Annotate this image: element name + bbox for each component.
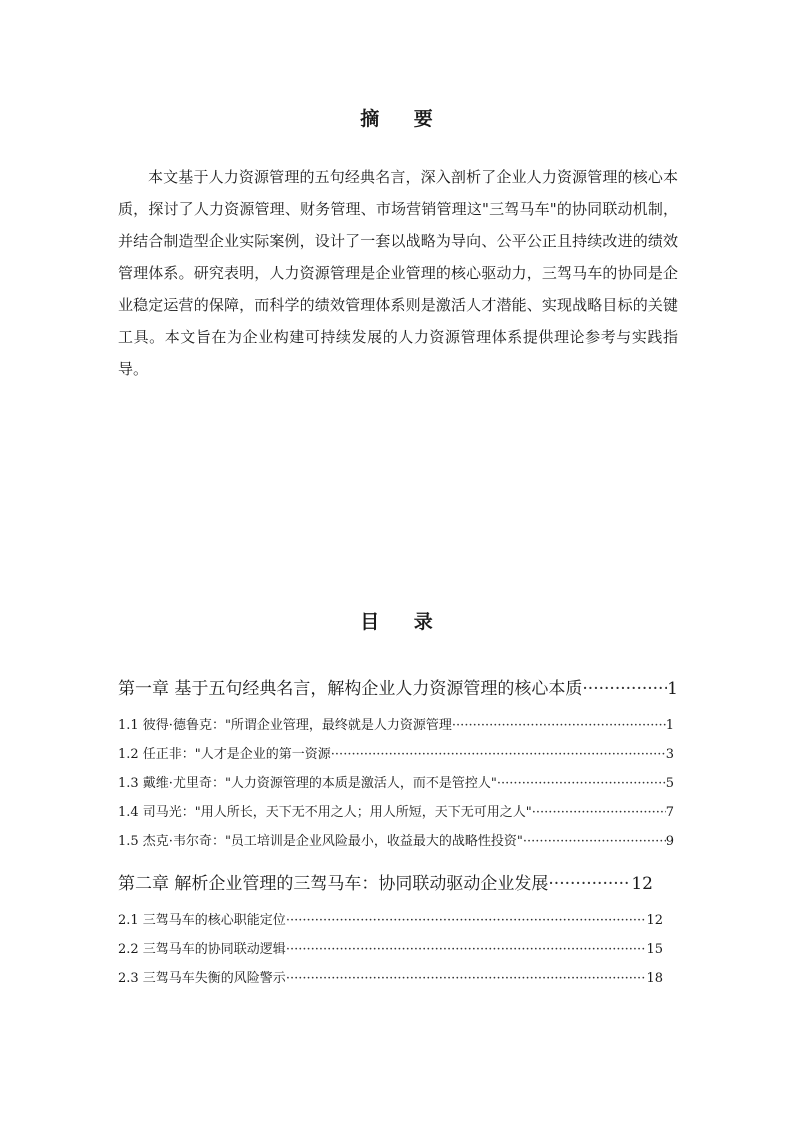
toc-leader-dots (523, 834, 666, 849)
toc-chapter-1[interactable] (118, 674, 678, 699)
toc-page-number: 1 (667, 679, 678, 699)
abstract-body: 本文基于人力资源管理的五句经典名言，深入剖析了企业人力资源管理的核心本质，探讨了人力资源管理、财务管理、市场营销管理这"三驾马车"的协同联动机制，并结合制造型企业实际案例，设计了一套以战略为导向、公平公正且持续改进的绩效管理体系。研究表明，人力资源管理是企业管理的核心驱动力，三驾马车的协同是企业稳定运营的保障，而科学的绩效管理体系则是激活人才潜能、实现战略目标的关键工具。本文旨在为企业构建可持续发展的人力资源管理体系提供理论参考与实践指导。 (118, 168, 678, 378)
toc-section-1-3[interactable] (118, 772, 674, 791)
toc-page-number: 18 (646, 971, 663, 986)
toc-page-number: 1 (665, 718, 674, 733)
toc-page-number: 7 (665, 805, 674, 820)
toc-section-1-1[interactable] (118, 714, 674, 733)
toc-leader-dots (452, 718, 666, 733)
toc-section-2-3[interactable] (118, 967, 663, 986)
toc-leader-dots (331, 747, 666, 762)
toc-section-1-4[interactable] (118, 801, 674, 820)
toc-leader-dots (532, 805, 666, 820)
toc-section-title: 2.1 三驾马车的核心职能定位 (118, 913, 286, 928)
toc-section-1-5[interactable] (118, 830, 674, 849)
toc-page-number: 12 (646, 913, 663, 928)
toc-page-number: 12 (631, 874, 653, 894)
toc-title: 目 录 (360, 611, 447, 633)
toc-section-title: 1.1 彼得·德鲁克："所谓企业管理，最终就是人力资源管理 (118, 718, 452, 733)
toc-leader-dots (286, 942, 647, 957)
toc-section-1-2[interactable] (118, 743, 674, 762)
toc-section-title: 1.3 戴维·尤里奇："人力资源管理的本质是激活人，而不是管控人" (118, 776, 497, 791)
toc-page-number: 5 (665, 776, 674, 791)
toc-section-2-1[interactable] (118, 909, 663, 928)
toc-leader-dots (497, 776, 666, 791)
toc-leader-dots (286, 971, 647, 986)
toc-section-title: 1.2 任正非："人才是企业的第一资源 (118, 747, 331, 762)
toc-leader-dots (582, 679, 667, 699)
toc-leader-dots (548, 874, 631, 894)
toc-page-number: 9 (665, 834, 674, 849)
toc-section-2-2[interactable] (118, 938, 663, 957)
toc-section-title: 2.2 三驾马车的协同联动逻辑 (118, 942, 286, 957)
toc-section-title: 1.5 杰克·韦尔奇："员工培训是企业风险最小，收益最大的战略性投资" (118, 834, 523, 849)
toc-chapter-title: 第二章 解析企业管理的三驾马车：协同联动驱动企业发展 (118, 874, 549, 894)
toc-chapter-title: 第一章 基于五句经典名言，解构企业人力资源管理的核心本质 (118, 679, 583, 699)
toc-section-title: 2.3 三驾马车失衡的风险警示 (118, 971, 286, 986)
toc-section-title: 1.4 司马光："用人所长，天下无不用之人；用人所短，天下无可用之人" (118, 805, 532, 820)
toc-chapter-2[interactable] (118, 869, 653, 894)
toc-leader-dots (286, 913, 647, 928)
toc-page-number: 3 (665, 747, 674, 762)
toc-page-number: 15 (646, 942, 663, 957)
abstract-title: 摘 要 (360, 108, 447, 130)
